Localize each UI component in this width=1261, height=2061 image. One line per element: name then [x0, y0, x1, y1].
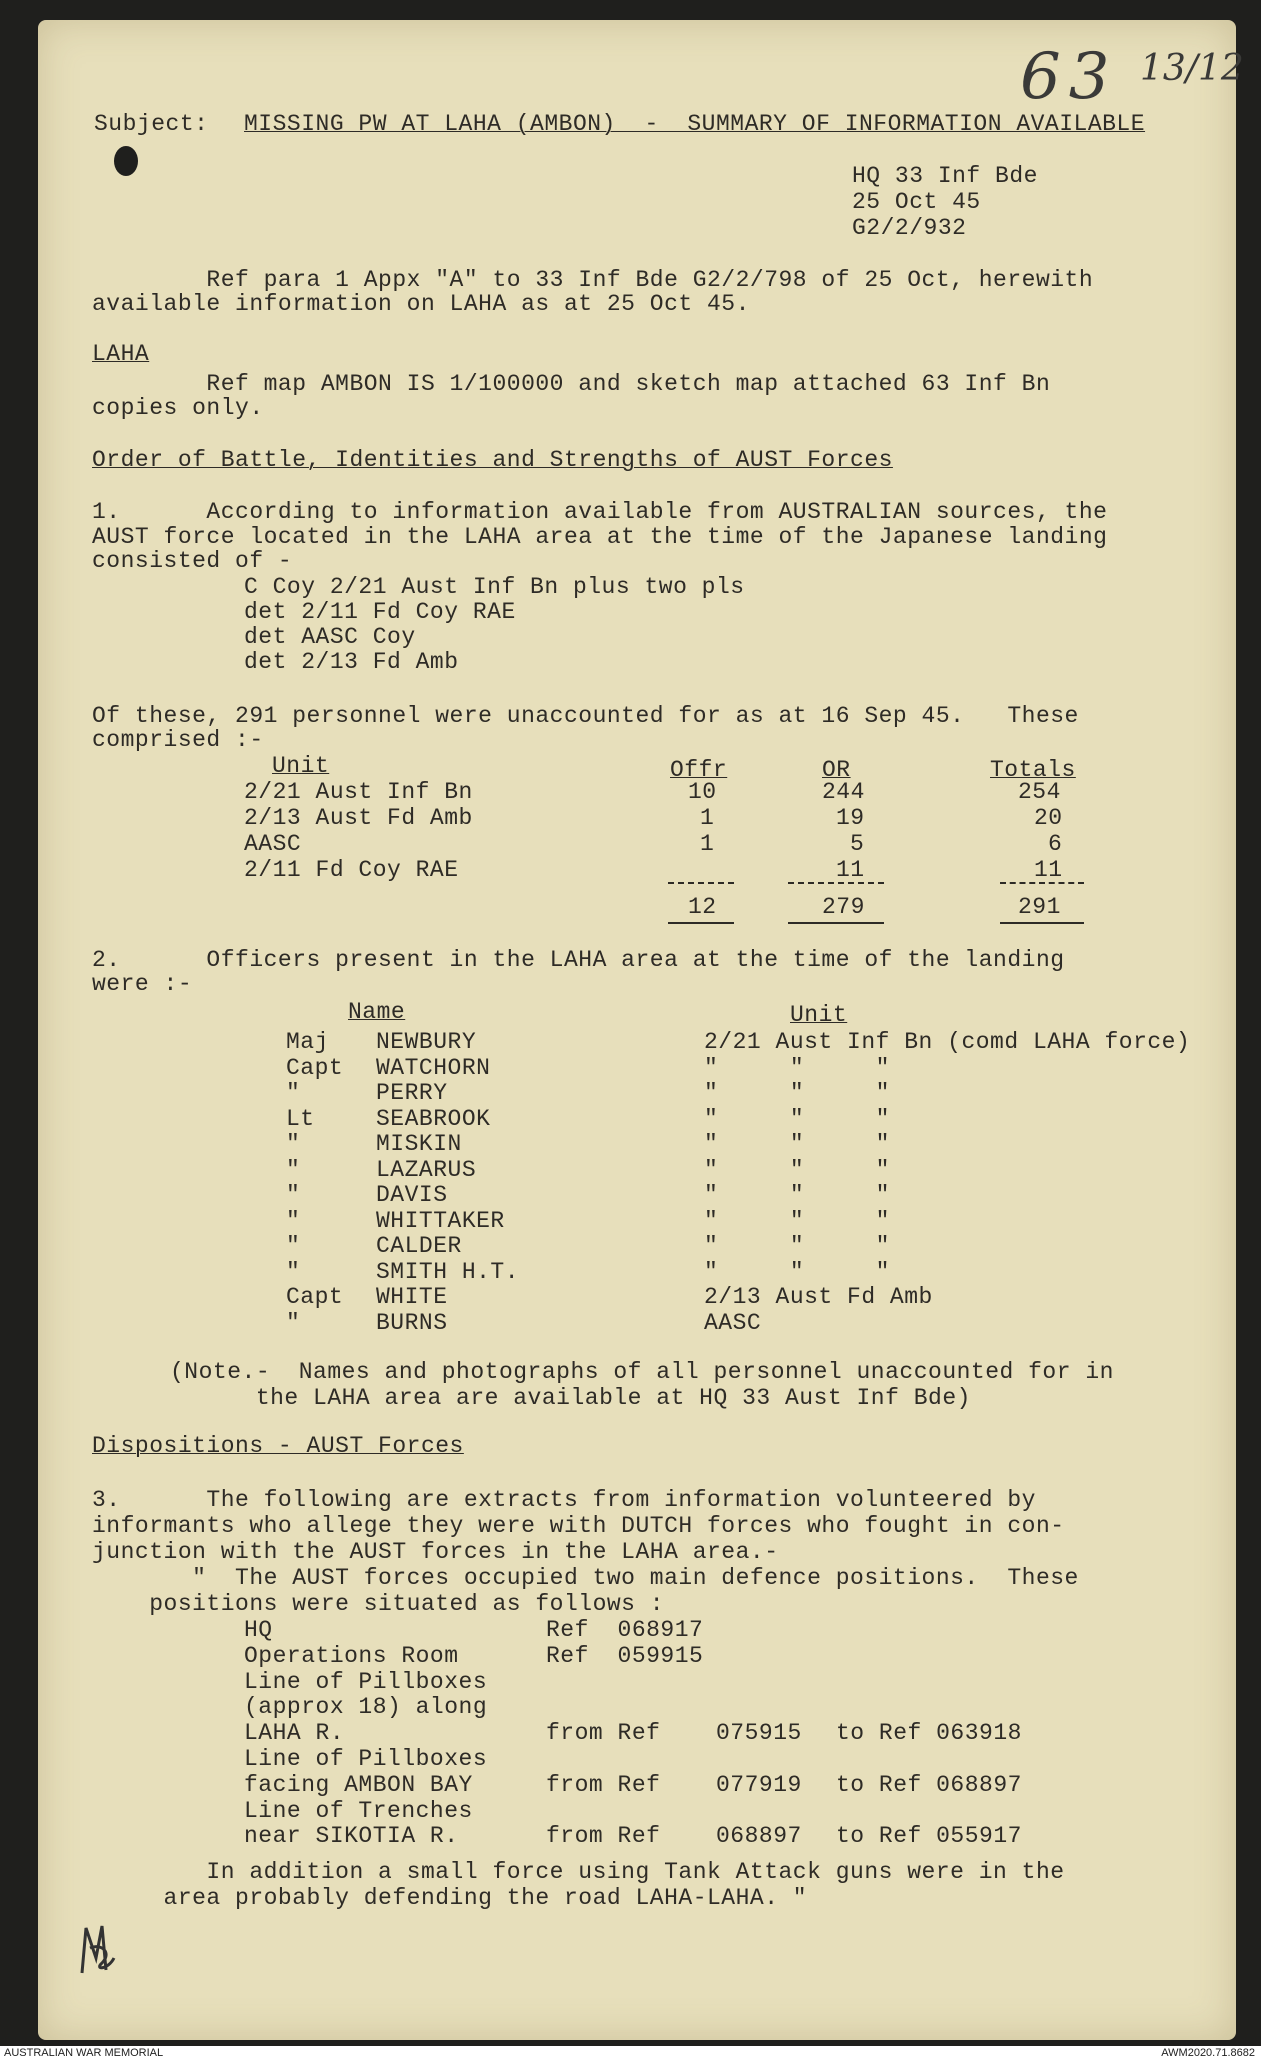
force-unit: C Coy 2/21 Aust Inf Bn plus two pls: [244, 574, 745, 600]
officer-rank: ": [286, 1156, 301, 1183]
position-ref: from Ref: [546, 1771, 661, 1798]
position-from: 075915: [716, 1720, 802, 1747]
para-3-line-3: junction with the AUST forces in the LAHA area.-: [92, 1539, 779, 1565]
para-2-line-1: 2. Officers present in the LAHA area at the time of the landing: [92, 947, 1065, 973]
archive-id: AWM2020.71.8682: [1161, 2047, 1255, 2059]
subject-label: Subject:: [94, 111, 209, 137]
position-name: Line of Pillboxes: [244, 1668, 488, 1695]
note-line-1: (Note.- Names and photographs of all personnel unaccounted for in: [170, 1359, 1114, 1385]
laha-heading: LAHA: [92, 341, 150, 367]
laha-line-2: copies only.: [92, 395, 264, 421]
row-unit: 2/21 Aust Inf Bn: [244, 779, 473, 805]
officer-name: WATCHORN: [376, 1054, 491, 1081]
intro-line-1: Ref para 1 Appx "A" to 33 Inf Bde G2/2/798 of 25 Oct, herewith: [92, 267, 1094, 293]
intro-line-2: available information on LAHA as at 25 Oct 45.: [92, 291, 750, 317]
para-3-line-4: " The AUST forces occupied two main defence positions. These: [92, 1565, 1079, 1591]
closing-line-2: area probably defending the road LAHA-LAHA. ": [92, 1885, 808, 1911]
officer-rank: ": [286, 1207, 301, 1234]
archive-footer: [0, 2046, 1261, 2061]
position-name: LAHA R.: [244, 1720, 345, 1747]
officer-unit: " " ": [704, 1233, 890, 1259]
total-or: 279: [822, 894, 865, 920]
position-name: Operations Room: [244, 1642, 459, 1669]
row-offr: 1: [700, 831, 715, 857]
officer-unit: " " ": [704, 1080, 890, 1106]
officer-rank: Maj: [286, 1029, 329, 1055]
row-unit: AASC: [244, 831, 302, 857]
row-or: 244: [822, 779, 865, 805]
total-rule: [668, 922, 734, 924]
table-header-offr: Offr: [670, 757, 728, 783]
para-1-line-2: AUST force located in the LAHA area at the time of the Japanese landing: [92, 524, 1108, 550]
total-offr: 12: [688, 894, 717, 920]
officer-name: SEABROOK: [376, 1105, 491, 1132]
para-unaccounted-line-2: comprised :-: [92, 727, 264, 753]
table-header-totals: Totals: [990, 757, 1076, 783]
position-ref: Ref 068917: [546, 1617, 704, 1643]
position-to: to Ref 063918: [836, 1720, 1022, 1747]
table-header-unit: Unit: [272, 753, 330, 779]
subject-line: MISSING PW AT LAHA (AMBON) - SUMMARY OF INFORMATION AVAILABLE: [244, 111, 1146, 137]
row-or: 5: [850, 831, 865, 857]
officer-unit: 2/21 Aust Inf Bn (comd LAHA force): [704, 1029, 1191, 1055]
total-rule: [788, 922, 884, 924]
position-ref: from Ref: [546, 1823, 661, 1850]
subtotal-rule: [788, 882, 884, 884]
row-total: 11: [1034, 857, 1063, 883]
force-unit: det 2/13 Fd Amb: [244, 649, 459, 675]
officer-name: SMITH H.T.: [376, 1258, 520, 1285]
officer-name: LAZARUS: [376, 1156, 477, 1183]
row-offr: 1: [700, 805, 715, 831]
subtotal-rule: [668, 882, 734, 884]
row-total: 6: [1048, 831, 1063, 857]
officer-rank: ": [286, 1258, 301, 1285]
position-ref: from Ref: [546, 1720, 661, 1747]
position-from: 068897: [716, 1823, 802, 1850]
para-3-line-2: informants who allege they were with DUTCH forces who fought in con-: [92, 1513, 1065, 1539]
position-name: near SIKOTIA R.: [244, 1823, 459, 1850]
position-ref: Ref 059915: [546, 1642, 704, 1669]
position-to: to Ref 068897: [836, 1771, 1022, 1798]
row-or: 11: [836, 857, 865, 883]
closing-line-1: In addition a small force using Tank Attack guns were in the: [92, 1859, 1065, 1885]
officer-unit: AASC: [704, 1309, 762, 1336]
position-name: HQ: [244, 1617, 273, 1643]
officer-unit: " " ": [704, 1258, 890, 1285]
officer-name: CALDER: [376, 1233, 462, 1259]
note-line-2: the LAHA area are available at HQ 33 Aust Inf Bde): [170, 1385, 971, 1411]
table-header-or: OR: [822, 757, 851, 783]
officer-unit: " " ": [704, 1131, 890, 1157]
force-unit: det AASC Coy: [244, 624, 416, 650]
row-total: 20: [1034, 805, 1063, 831]
officers-header-name: Name: [348, 999, 406, 1025]
officer-name: WHITE: [376, 1284, 448, 1310]
row-or: 19: [836, 805, 865, 831]
order-of-battle-heading: Order of Battle, Identities and Strengths of AUST Forces: [92, 447, 893, 473]
position-from: 077919: [716, 1771, 802, 1798]
para-unaccounted-line-1: Of these, 291 personnel were unaccounted for as at 16 Sep 45. These: [92, 703, 1079, 729]
officer-name: MISKIN: [376, 1131, 462, 1157]
row-unit: 2/11 Fd Coy RAE: [244, 857, 459, 883]
officer-name: DAVIS: [376, 1182, 448, 1208]
handwritten-ref: 13/12: [1140, 48, 1244, 89]
para-3-line-5: positions were situated as follows :: [92, 1591, 665, 1617]
hq-designation: HQ 33 Inf Bde: [852, 163, 1038, 189]
file-reference: G2/2/932: [852, 215, 967, 241]
para-3-line-1: 3. The following are extracts from information volunteered by: [92, 1487, 1036, 1513]
officer-name: BURNS: [376, 1309, 448, 1336]
total-all: 291: [1018, 894, 1061, 920]
position-name: Line of Pillboxes: [244, 1746, 488, 1772]
officer-rank: ": [286, 1182, 301, 1208]
officer-name: NEWBURY: [376, 1029, 477, 1055]
officers-header-unit: Unit: [790, 1002, 848, 1028]
force-unit: det 2/11 Fd Coy RAE: [244, 599, 516, 625]
row-unit: 2/13 Aust Fd Amb: [244, 805, 473, 831]
row-total: 254: [1018, 779, 1061, 805]
punch-hole: [114, 146, 138, 176]
handwritten-number: 63: [1020, 40, 1118, 114]
officer-rank: Lt: [286, 1105, 315, 1132]
officer-unit: " " ": [704, 1105, 890, 1132]
officer-rank: Capt: [286, 1284, 344, 1310]
handwritten-initials: [72, 1918, 122, 1978]
officer-rank: ": [286, 1309, 301, 1336]
position-name: Line of Trenches: [244, 1797, 473, 1824]
officer-name: WHITTAKER: [376, 1207, 505, 1234]
total-rule: [1000, 922, 1084, 924]
officer-unit: " " ": [704, 1054, 890, 1081]
archive-name: AUSTRALIAN WAR MEMORIAL: [4, 2047, 164, 2059]
officer-unit: 2/13 Aust Fd Amb: [704, 1284, 933, 1310]
document-date: 25 Oct 45: [852, 189, 981, 215]
position-to: to Ref 055917: [836, 1823, 1022, 1850]
officer-unit: " " ": [704, 1156, 890, 1183]
para-2-line-2: were :-: [92, 971, 193, 997]
officer-unit: " " ": [704, 1182, 890, 1208]
subtotal-rule: [1000, 882, 1084, 884]
para-1-line-1: 1. According to information available from AUSTRALIAN sources, the: [92, 499, 1108, 525]
officer-name: PERRY: [376, 1080, 448, 1106]
officer-unit: " " ": [704, 1207, 890, 1234]
officer-rank: ": [286, 1233, 301, 1259]
officer-rank: Capt: [286, 1054, 344, 1081]
row-offr: 10: [688, 779, 717, 805]
officer-rank: ": [286, 1131, 301, 1157]
position-name: (approx 18) along: [244, 1694, 488, 1721]
laha-line-1: Ref map AMBON IS 1/100000 and sketch map attached 63 Inf Bn: [92, 371, 1051, 397]
dispositions-heading: Dispositions - AUST Forces: [92, 1433, 464, 1459]
position-name: facing AMBON BAY: [244, 1771, 473, 1798]
officer-rank: ": [286, 1080, 301, 1106]
para-1-line-3: consisted of -: [92, 548, 293, 574]
